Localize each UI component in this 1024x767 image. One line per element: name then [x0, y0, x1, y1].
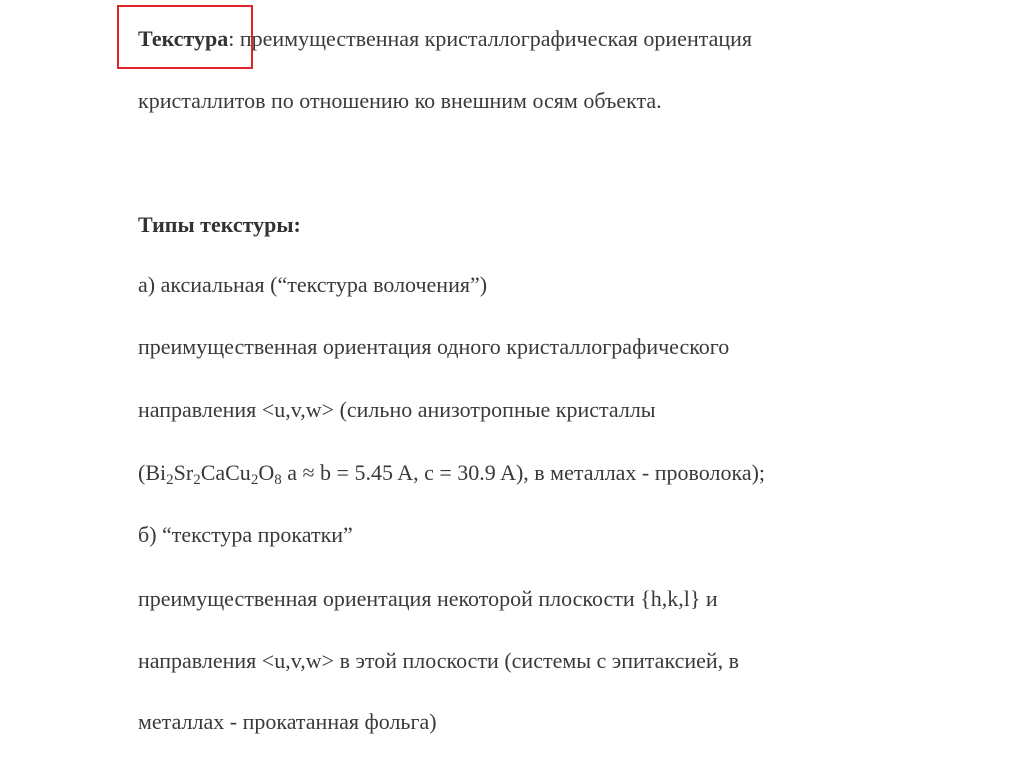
formula-bi-sub: 2: [166, 472, 174, 488]
type-a-description-1: преимущественная ориентация одного кристаллографического: [138, 334, 730, 359]
type-b-title: б) “текстура прокатки”: [138, 522, 353, 547]
definition-text-1: : преимущественная кристаллографическая ориентация: [228, 26, 753, 51]
formula-o-sub: 8: [274, 472, 282, 488]
type-b-description-1: преимущественная ориентация некоторой плоскости {h,k,l} и: [138, 586, 718, 611]
formula-sr-sub: 2: [193, 472, 201, 488]
term-texture: Текстура: [138, 26, 229, 51]
formula-open: (: [138, 460, 146, 485]
type-a-description-2: направления <u,v,w> (сильно анизотропные кристаллы: [138, 397, 656, 422]
definition-line-2: кристаллитов по отношению ко внешним осям объекта.: [138, 88, 662, 113]
formula-rest: a ≈ b = 5.45 A, c = 30.9 A), в металлах - проволока);: [281, 460, 766, 485]
type-b-description-3: металлах - прокатанная фольга): [138, 709, 437, 734]
type-b-description-2: направления <u,v,w> в этой плоскости (системы с эпитаксией, в: [138, 648, 740, 673]
types-heading: Типы текстуры:: [138, 212, 301, 237]
formula-o: O: [258, 460, 275, 485]
formula-cacu: CaCu: [200, 460, 251, 485]
type-a-title: а) аксиальная (“текстура волочения”): [138, 272, 488, 297]
formula-cu-sub: 2: [250, 472, 259, 488]
definition-line-1: [138, 24, 752, 54]
formula-sr: Sr: [173, 460, 194, 485]
type-a-formula-line: [138, 458, 765, 488]
formula-bi: Bi: [145, 460, 167, 485]
